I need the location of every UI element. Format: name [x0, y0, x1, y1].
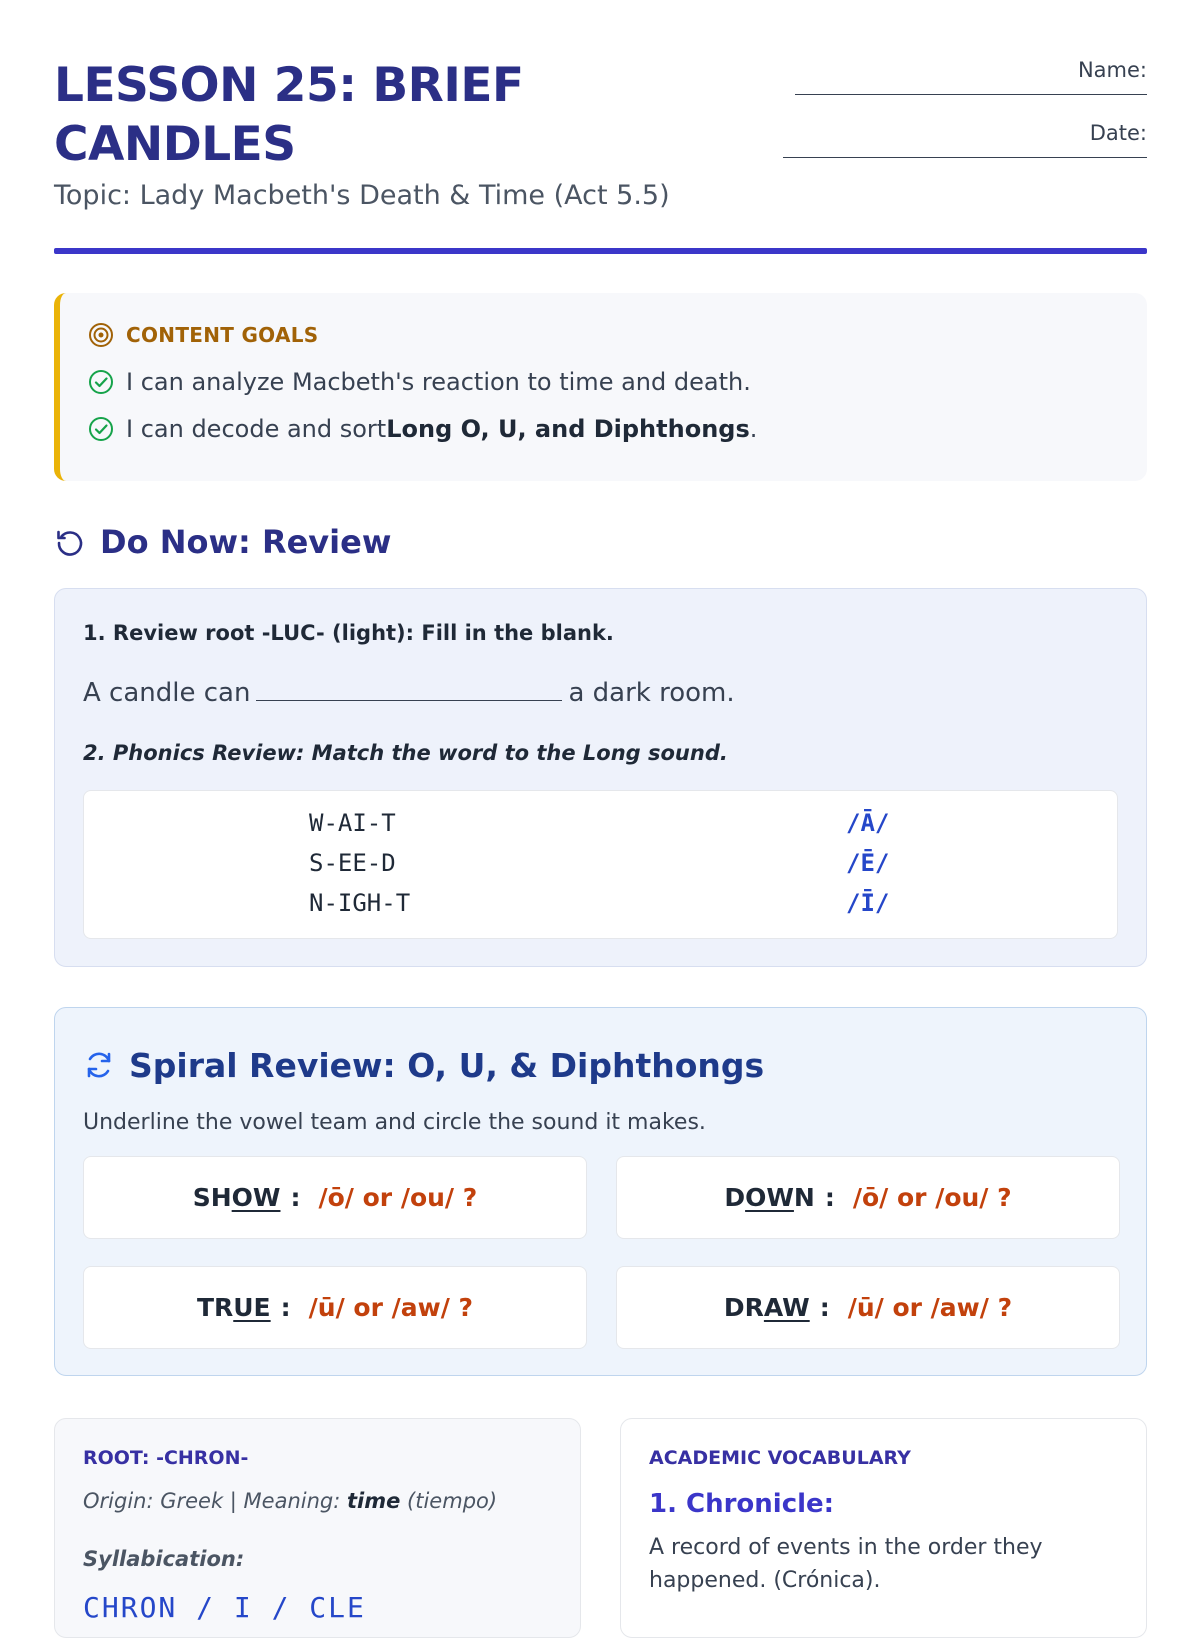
card-colon: :	[819, 1293, 830, 1322]
header-divider	[54, 248, 1147, 254]
spiral-instructions: Underline the vowel team and circle the sound it makes.	[83, 1110, 706, 1135]
vocabulary-title: ACADEMIC VOCABULARY	[649, 1447, 911, 1469]
sound-options[interactable]: /ō/ or /ou/ ?	[852, 1183, 1012, 1212]
do-now-box	[54, 588, 1147, 967]
vowel-team: OW	[231, 1183, 281, 1212]
vocabulary-definition: A record of events in the order they happened. (Crónica).	[649, 1535, 1043, 1593]
goal-text-2-strong: Long O, U, and Diphthongs	[386, 415, 750, 443]
word-pre: DR	[723, 1293, 764, 1322]
word-card-draw[interactable]	[616, 1266, 1120, 1349]
matching-table	[83, 790, 1118, 939]
title-line-1: LESSON 25: BRIEF	[54, 58, 524, 113]
question-1-label: 1. Review root -LUC- (light): Fill in the blank.	[83, 621, 614, 645]
card-colon: :	[290, 1183, 301, 1212]
word-pre: TR	[196, 1293, 234, 1322]
date-line[interactable]	[783, 156, 1147, 158]
vowel-team: UE	[233, 1293, 271, 1322]
vocabulary-term: 1. Chronicle:	[649, 1489, 835, 1519]
origin-suffix: (tiempo)	[400, 1489, 498, 1513]
target-icon	[88, 322, 114, 348]
sound-options[interactable]: /ū/ or /aw/ ?	[308, 1293, 474, 1322]
title-line-2: CANDLES	[54, 117, 296, 172]
origin-meaning: time	[347, 1489, 401, 1513]
root-panel	[54, 1418, 581, 1638]
content-goals-box	[54, 293, 1147, 481]
spiral-review-heading-text: Spiral Review: O, U, & Diphthongs	[129, 1045, 765, 1085]
match-word[interactable]: S-EE-D	[309, 849, 396, 877]
q1-after: a dark room.	[568, 678, 735, 708]
check-circle-icon	[88, 369, 114, 395]
card-colon: :	[824, 1183, 835, 1212]
sound-options[interactable]: /ū/ or /aw/ ?	[847, 1293, 1013, 1322]
match-row	[84, 809, 1117, 849]
topic-subtitle: Topic: Lady Macbeth's Death & Time (Act 5.5)	[54, 180, 670, 211]
fill-in-blank[interactable]	[256, 675, 562, 701]
word-card-show[interactable]	[83, 1156, 587, 1239]
goal-item-1	[88, 368, 1147, 396]
word-post: N	[793, 1183, 815, 1212]
name-date-block	[767, 52, 1147, 178]
vowel-team: OW	[745, 1183, 794, 1212]
goal-text-2-suffix: .	[749, 415, 758, 443]
header	[54, 52, 1147, 252]
vowel-team: AW	[763, 1293, 810, 1322]
q1-before: A candle can	[83, 678, 251, 708]
refresh-icon	[83, 1049, 115, 1081]
do-now-heading-text: Do Now: Review	[100, 523, 392, 561]
root-title: ROOT: -CHRON-	[83, 1447, 249, 1469]
spiral-review-box	[54, 1007, 1147, 1376]
question-2-label: 2. Phonics Review: Match the word to the Long sound.	[83, 741, 728, 765]
match-row	[84, 849, 1117, 889]
goals-heading-text: CONTENT GOALS	[126, 323, 319, 347]
word-card-true[interactable]	[83, 1266, 587, 1349]
match-sound[interactable]: /Ā/	[846, 809, 890, 837]
syllabication-label: Syllabication:	[83, 1547, 245, 1571]
root-origin	[83, 1489, 497, 1513]
name-line[interactable]	[795, 93, 1147, 95]
history-icon	[54, 526, 86, 558]
match-row	[84, 889, 1117, 929]
vocabulary-panel	[620, 1418, 1147, 1638]
word-pre: D	[724, 1183, 746, 1212]
name-label: Name:	[1077, 58, 1147, 82]
goal-text-1: I can analyze Macbeth's reaction to time and death.	[126, 368, 751, 396]
match-sound[interactable]: /Ī/	[846, 889, 890, 917]
check-circle-icon	[88, 416, 114, 442]
sound-options[interactable]: /ō/ or /ou/ ?	[318, 1183, 478, 1212]
syllabication-value: CHRON / I / CLE	[83, 1591, 366, 1624]
goal-item-2	[88, 415, 1147, 443]
goals-heading	[88, 321, 1147, 349]
question-1-sentence	[83, 675, 735, 708]
origin-prefix: Origin: Greek | Meaning:	[83, 1489, 347, 1513]
page-title	[54, 56, 754, 174]
card-colon: :	[280, 1293, 291, 1322]
spiral-review-heading	[83, 1040, 764, 1090]
goal-text-2-prefix: I can decode and sort	[126, 415, 387, 443]
match-sound[interactable]: /Ē/	[846, 849, 890, 877]
word-pre: SH	[192, 1183, 232, 1212]
match-word[interactable]: W-AI-T	[309, 809, 396, 837]
match-word[interactable]: N-IGH-T	[309, 889, 411, 917]
do-now-heading	[54, 520, 391, 564]
word-card-down[interactable]	[616, 1156, 1120, 1239]
date-label: Date:	[1089, 121, 1147, 145]
